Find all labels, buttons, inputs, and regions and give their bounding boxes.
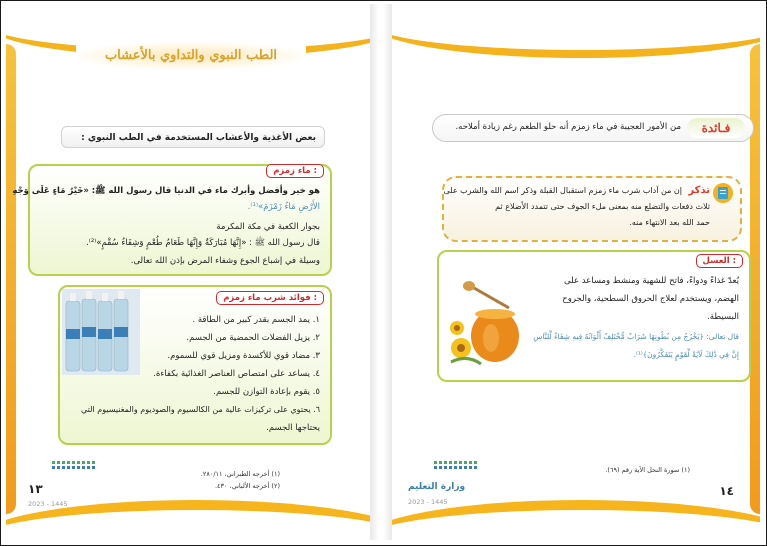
- benefit-item-2: ٢. يزيل الفضلات الحمضية من الجسم.: [186, 333, 320, 343]
- zamzam-box: [12, 164, 332, 276]
- page-number-left: ١٣: [28, 482, 43, 496]
- tadhakkar-label: تذكر: [688, 185, 710, 196]
- left-edge-decoration: [6, 44, 16, 514]
- tadhakkar-line-1: إن من آداب شرب ماء زمزم استقبال القبلة وذكر اسم الله والشرب على: [443, 186, 682, 195]
- section-title: بعض الأغذية والأعشاب المستخدمة في الطب النبوي :: [61, 126, 325, 148]
- logo-year-left: 2023 - 1445: [28, 500, 68, 508]
- benefit-item-1: ١. يمد الجسم بقدر كبير من الطاقة .: [192, 315, 320, 325]
- faida-text: من الأمور العجيبة في ماء زمزم أنه حلو الطعم رغم زيادة أملاحه.: [455, 122, 681, 132]
- right-page: [392, 4, 760, 540]
- benefit-item-4: ٤. يساعد على امتصاص العناصر الغذائية بكفاءة.: [153, 369, 320, 379]
- page-number-right: ١٤: [719, 484, 734, 498]
- honey-line-5: إِنَّ فِي ذَٰلِكَ لَآيَةً لِّقَوْمٍ يَتَفَكَّرُونَ﴾⁽¹⁾.: [633, 350, 739, 359]
- zamzam-line-1: هو خير وأفضل وأبرك ماء في الدنيا قال رسول الله ﷺ: «خَيْرُ مَاءٍ عَلَى وَجْهِ: [12, 186, 320, 196]
- honey-jar-image: [447, 276, 525, 368]
- tadhakkar-line-2: ثلاث دفعات والتضلع منه بمعنى ملء الجوف حتى تتمدد الأضلاع ثم: [495, 202, 710, 211]
- footnote-2: (٢) أخرجه الألباني، ٤٣٠.: [214, 482, 280, 490]
- zamzam-line-2: الأَرْضِ مَاءُ زَمْزَمَ»⁽¹⁾.: [247, 202, 320, 212]
- benefit-item-5: ٥. يقوم بإعادة التوازن للجسم.: [213, 387, 320, 397]
- honey-line-3: البسيطة.: [707, 312, 739, 322]
- right-edge-decoration: [750, 44, 760, 514]
- left-page: [6, 4, 370, 540]
- benefits-label: فوائد شرب ماء زمزم :: [216, 291, 324, 305]
- honey-line-4: قال تعالى: ﴿يَخْرُجُ مِن بُطُونِهَا شَرَابٌ مُّخْتَلِفٌ أَلْوَانُهُ فِيهِ شِفَاءٌ لِّلنَّاسِ: [533, 332, 739, 341]
- benefit-item-6: ٦. يحتوي على تركيزات عالية من الكالسيوم والصوديوم والمغنيسيوم التي: [80, 405, 320, 414]
- ministry-logo-right: [432, 459, 492, 481]
- honey-line-2: الهضم، ويستخدم لعلاج الحروق السطحية، والجروح: [562, 294, 739, 304]
- logo-year-right: 2023 - 1445: [408, 498, 448, 506]
- footnote-right: (١) سورة النحل الآية رقم (٦٩).: [605, 466, 690, 474]
- honey-box: [437, 250, 751, 382]
- footnote-1: (١) أخرجه الطبراني، ٢٨٠/١١.: [200, 470, 280, 478]
- zamzam-label: ماء زمزم :: [266, 164, 324, 178]
- honey-line-1: يُعدّ غذاءً ودواءً، فاتح للشهية ومنشط ومساعد على: [564, 276, 739, 286]
- tadhakkar-box: [442, 176, 742, 242]
- honey-label: العسل :: [696, 254, 744, 268]
- ministry-logo: [50, 459, 110, 481]
- top-swoosh-decoration-right: [392, 4, 760, 58]
- water-bottles-image: [62, 289, 140, 375]
- notebook-icon: [712, 182, 734, 204]
- chapter-title: الطب النبوي والتداوي بالأعشاب: [76, 42, 306, 70]
- benefit-item-3: ٣. مضاد قوي للأكسدة ومزيل قوي للسموم.: [167, 351, 320, 361]
- zamzam-line-4: قال رسول الله ﷺ : «إِنَّهَا مُبَارَكَةٌ وَإِنَّهَا طَعَامُ طُعْمٍ وَشِفَاءُ سُقْمٍ»⁽²⁾.: [86, 238, 320, 248]
- faida-label: فـائدة: [687, 118, 745, 138]
- tadhakkar-line-3: حمد الله بعد الانتهاء منه.: [629, 218, 710, 227]
- book-gutter: [370, 4, 392, 540]
- zamzam-line-5: وسيلة في إشباع الجوع وشفاء المرض بإذن الله تعالى.: [130, 256, 320, 266]
- zamzam-line-3: بجوار الكعبة في مكة المكرمة: [216, 222, 320, 232]
- faida-box: [432, 114, 754, 142]
- benefit-item-6-cont: يحتاجها الجسم.: [266, 423, 320, 433]
- ministry-name: وزارة التعليم: [408, 482, 466, 492]
